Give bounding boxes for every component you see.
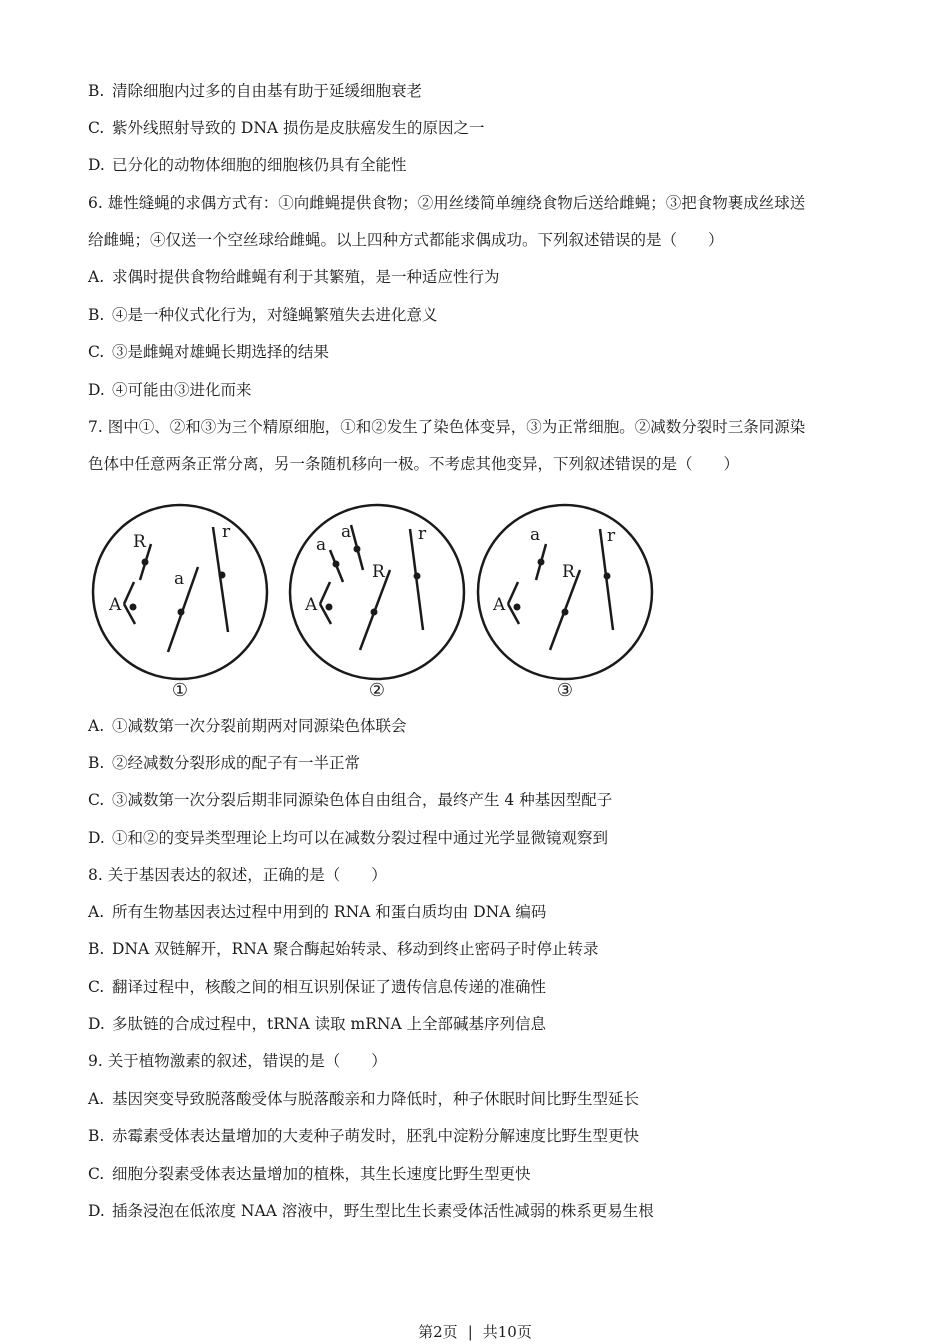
q6-option-d (88, 379, 252, 401)
option-text: ③减数第一次分裂后期非同源染色体自由组合，最终产生 4 种基因型配子 (112, 791, 613, 809)
option-letter: B. (88, 754, 105, 772)
cell-label: ① (171, 680, 189, 701)
q7-option-c (88, 789, 612, 811)
option-text: 多肽链的合成过程中，tRNA 读取 mRNA 上全部碱基序列信息 (112, 1015, 547, 1033)
option-letter: B. (88, 1127, 105, 1145)
option-letter: A. (88, 268, 105, 286)
cell-2 (290, 505, 464, 701)
option-text: 赤霉素受体表达量增加的大麦种子萌发时，胚乳中淀粉分解速度比野生型更快 (112, 1127, 640, 1145)
gene-label: a (341, 522, 352, 542)
gene-label: A (305, 595, 318, 615)
option-letter: B. (88, 940, 105, 958)
option-text: 基因突变导致脱落酸受体与脱落酸亲和力降低时，种子休眠时间比野生型延长 (112, 1090, 640, 1108)
option-letter: A. (88, 717, 105, 735)
option-text: DNA 双链解开，RNA 聚合酶起始转录、移动到终止密码子时停止转录 (112, 940, 599, 958)
gene-label: a (530, 525, 541, 545)
gene-label: A (493, 595, 506, 615)
q9-option-c (88, 1163, 531, 1185)
option-text: 所有生物基因表达过程中用到的 RNA 和蛋白质均由 DNA 编码 (112, 903, 547, 921)
option-letter: B. (88, 82, 105, 100)
cell-label: ③ (556, 680, 574, 701)
page-number: 第2页 (418, 1323, 458, 1341)
total-pages: 共10页 (482, 1323, 532, 1341)
page-footer (0, 1322, 950, 1342)
q6-stem-line1: 6. 雄性缝蝇的求偶方式有：①向雌蝇提供食物；②用丝缕简单缠绕食物后送给雌蝇；③把食物裹成丝球送 (88, 194, 806, 212)
gene-label: a (174, 569, 185, 589)
option-letter: C. (88, 343, 105, 361)
q9-stem: 9. 关于植物激素的叙述，错误的是（ ） (88, 1052, 387, 1070)
gene-label: r (607, 526, 616, 546)
footer-separator: | (467, 1323, 473, 1341)
gene-label: R (372, 562, 385, 582)
option-text: 翻译过程中，核酸之间的相互识别保证了遗传信息传递的准确性 (112, 978, 547, 996)
q5-option-c (88, 117, 485, 139)
q8-stem: 8. 关于基因表达的叙述，正确的是（ ） (88, 866, 387, 884)
q7-option-b (88, 752, 360, 774)
option-text: 插条浸泡在低浓度 NAA 溶液中，野生型比生长素受体活性减弱的株系更易生根 (112, 1202, 654, 1220)
option-letter: A. (88, 903, 105, 921)
q6-option-c (88, 341, 329, 363)
q9-option-d (88, 1200, 654, 1222)
option-text: 细胞分裂素受体表达量增加的植株，其生长速度比野生型更快 (112, 1165, 531, 1183)
cell-3 (478, 505, 652, 701)
cell-1 (93, 505, 267, 701)
q8-option-b (88, 938, 598, 960)
option-letter: D. (88, 156, 105, 174)
q7-stem-line1: 7. 图中①、②和③为三个精原细胞，①和②发生了染色体变异，③为正常细胞。②减数分裂时三条同源染 (88, 418, 806, 436)
q6-option-a (88, 266, 500, 288)
option-letter: D. (88, 1202, 105, 1220)
option-letter: D. (88, 381, 105, 399)
q9-option-b (88, 1125, 639, 1147)
q8-option-d (88, 1013, 546, 1035)
q6-stem-line2: 给雌蝇；④仅送一个空丝球给雌蝇。以上四种方式都能求偶成功。下列叙述错误的是（ ） (88, 231, 724, 249)
gene-label: r (418, 524, 427, 544)
option-text: ①和②的变异类型理论上均可以在减数分裂过程中通过光学显微镜观察到 (112, 829, 609, 847)
q5-option-b (88, 80, 422, 102)
gene-label: A (109, 595, 122, 615)
option-text: ②经减数分裂形成的配子有一半正常 (112, 754, 361, 772)
gene-label: R (133, 532, 146, 552)
gene-label: a (316, 535, 327, 555)
option-letter: C. (88, 119, 105, 137)
option-text: ③是雌蝇对雄蝇长期选择的结果 (112, 343, 330, 361)
q9-option-a (88, 1088, 639, 1110)
option-text: 求偶时提供食物给雌蝇有利于其繁殖，是一种适应性行为 (112, 268, 500, 286)
option-text: ④是一种仪式化行为，对缝蝇繁殖失去进化意义 (112, 306, 438, 324)
q7-option-a (88, 715, 407, 737)
q7-option-d (88, 827, 608, 849)
option-text: ④可能由③进化而来 (112, 381, 252, 399)
option-text: 已分化的动物体细胞的细胞核仍具有全能性 (112, 156, 407, 174)
option-letter: C. (88, 1165, 105, 1183)
option-letter: D. (88, 1015, 105, 1033)
option-letter: D. (88, 829, 105, 847)
q8-option-c (88, 976, 546, 998)
option-letter: C. (88, 791, 105, 809)
q8-option-a (88, 901, 546, 923)
option-letter: C. (88, 978, 105, 996)
option-text: 紫外线照射导致的 DNA 损伤是皮肤癌发生的原因之一 (112, 119, 485, 137)
q5-option-d (88, 154, 407, 176)
q7-stem-line2: 色体中任意两条正常分离，另一条随机移向一极。不考虑其他变异，下列叙述错误的是（ ） (88, 455, 740, 473)
gene-label: R (562, 562, 575, 582)
q6-option-b (88, 304, 438, 326)
chromosome-figure (88, 492, 678, 702)
option-letter: B. (88, 306, 105, 324)
option-text: ①减数第一次分裂前期两对同源染色体联会 (112, 717, 407, 735)
option-text: 清除细胞内过多的自由基有助于延缓细胞衰老 (112, 82, 423, 100)
option-letter: A. (88, 1090, 105, 1108)
cell-label: ② (368, 680, 386, 701)
gene-label: r (222, 522, 231, 542)
